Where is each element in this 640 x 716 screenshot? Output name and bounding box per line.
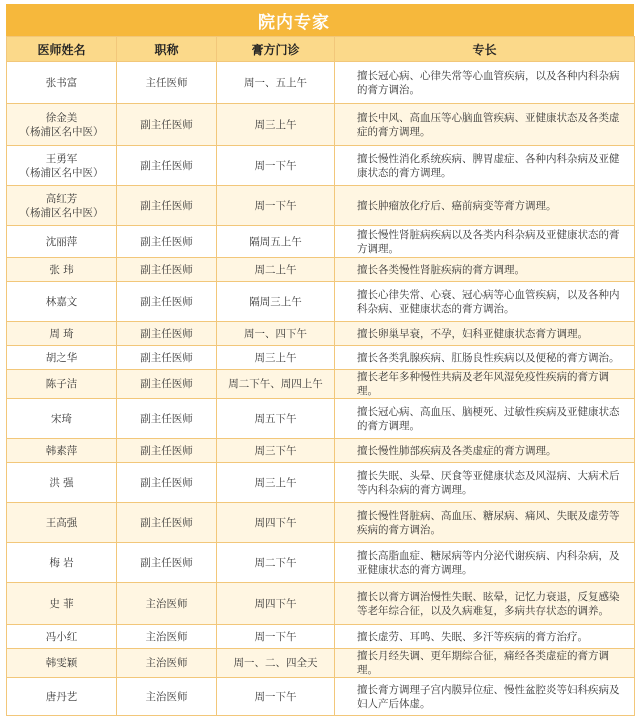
clinic-time: 隔周五上午 (217, 226, 335, 258)
table-row (7, 463, 635, 503)
table-row (7, 625, 635, 649)
doctor-name: 周 琦 (7, 322, 117, 346)
clinic-time: 隔周三上午 (217, 282, 335, 322)
doctor-name: 张书富 (7, 62, 117, 104)
doctor-specialty: 擅长冠心病、心律失常等心血管疾病，以及各种内科杂病的膏方调治。 (335, 62, 635, 104)
doctor-title: 副主任医师 (117, 503, 217, 543)
clinic-time: 周三上午 (217, 463, 335, 503)
doctor-name: 韩素萍 (7, 439, 117, 463)
doctor-title: 副主任医师 (117, 463, 217, 503)
doctor-name: 张 玮 (7, 258, 117, 282)
doctor-name: 梅 岩 (7, 543, 117, 583)
doctor-name: 王勇军 （杨浦区名中医） (7, 146, 117, 186)
clinic-time: 周一、四下午 (217, 322, 335, 346)
clinic-time: 周三上午 (217, 346, 335, 370)
doctor-name: 韩雯颖 (7, 649, 117, 678)
clinic-time: 周三上午 (217, 104, 335, 146)
doctor-name: 陈子洁 (7, 370, 117, 399)
doctor-name: 冯小红 (7, 625, 117, 649)
table-row (7, 370, 635, 399)
table-row (7, 678, 635, 716)
doctor-name: 史 菲 (7, 583, 117, 625)
doctor-name: 林嘉文 (7, 282, 117, 322)
table-row (7, 346, 635, 370)
doctor-specialty: 擅长虚劳、耳鸣、失眠、多汗等疾病的膏方治疗。 (335, 625, 635, 649)
doctor-title: 副主任医师 (117, 399, 217, 439)
doctor-name: 宋琦 (7, 399, 117, 439)
clinic-time: 周三下午 (217, 439, 335, 463)
table-row (7, 146, 635, 186)
clinic-time: 周二上午 (217, 258, 335, 282)
doctor-title: 副主任医师 (117, 370, 217, 399)
doctor-specialty: 擅长肿瘤放化疗后、癌前病变等膏方调理。 (335, 186, 635, 226)
doctor-name: 沈丽萍 (7, 226, 117, 258)
clinic-time: 周二下午、周四上午 (217, 370, 335, 399)
clinic-time: 周一、二、四全天 (217, 649, 335, 678)
doctor-title: 副主任医师 (117, 543, 217, 583)
doctor-name: 徐金美 （杨浦区名中医） (7, 104, 117, 146)
doctor-specialty: 擅长月经失调、更年期综合征，痛经各类虚症的膏方调理。 (335, 649, 635, 678)
clinic-time: 周二下午 (217, 543, 335, 583)
header-name: 医师姓名 (7, 37, 117, 62)
table-row (7, 503, 635, 543)
doctor-title: 副主任医师 (117, 346, 217, 370)
doctor-specialty: 擅长卵巢早衰，不孕，妇科亚健康状态膏方调理。 (335, 322, 635, 346)
doctor-specialty: 擅长慢性肾脏病疾病以及各类内科杂病及亚健康状态的膏方调理。 (335, 226, 635, 258)
doctor-name: 高红芳 （杨浦区名中医） (7, 186, 117, 226)
clinic-time: 周一下午 (217, 146, 335, 186)
table-row (7, 258, 635, 282)
doctor-specialty: 擅长各类慢性肾脏疾病的膏方调理。 (335, 258, 635, 282)
doctor-name: 洪 强 (7, 463, 117, 503)
doctor-name: 唐丹艺 (7, 678, 117, 716)
doctor-title: 主治医师 (117, 625, 217, 649)
table-row (7, 104, 635, 146)
doctor-title: 副主任医师 (117, 258, 217, 282)
table-row (7, 186, 635, 226)
doctor-specialty: 擅长慢性肺部疾病及各类虚症的膏方调理。 (335, 439, 635, 463)
table-row (7, 226, 635, 258)
table-row (7, 322, 635, 346)
expert-table (6, 36, 635, 716)
doctor-name: 王高强 (7, 503, 117, 543)
doctor-specialty: 擅长冠心病、高血压、脑梗死、过敏性疾病及亚健康状态的膏方调理。 (335, 399, 635, 439)
clinic-time: 周一下午 (217, 186, 335, 226)
clinic-time: 周一下午 (217, 625, 335, 649)
table-row (7, 399, 635, 439)
doctor-specialty: 擅长中风、高血压等心脑血管疾病、亚健康状态及各类虚症的膏方调理。 (335, 104, 635, 146)
table-header (7, 37, 635, 62)
table-row (7, 282, 635, 322)
clinic-time: 周四下午 (217, 503, 335, 543)
clinic-time: 周四下午 (217, 583, 335, 625)
doctor-title: 副主任医师 (117, 322, 217, 346)
doctor-title: 副主任医师 (117, 282, 217, 322)
doctor-title: 副主任医师 (117, 146, 217, 186)
doctor-title: 副主任医师 (117, 186, 217, 226)
doctor-title: 副主任医师 (117, 439, 217, 463)
table-row (7, 649, 635, 678)
doctor-specialty: 擅长老年多种慢性共病及老年风湿免疫性疾病的膏方调理。 (335, 370, 635, 399)
table-row (7, 439, 635, 463)
doctor-title: 主治医师 (117, 678, 217, 716)
doctor-specialty: 擅长失眠、头晕、厌食等亚健康状态及风湿病、大病术后等内科杂病的膏方调理。 (335, 463, 635, 503)
doctor-specialty: 擅长各类乳腺疾病、肛肠良性疾病以及便秘的膏方调治。 (335, 346, 635, 370)
page-title: 院内专家 (6, 4, 634, 36)
doctor-title: 主治医师 (117, 649, 217, 678)
doctor-title: 副主任医师 (117, 226, 217, 258)
clinic-time: 周一、五上午 (217, 62, 335, 104)
header-specialty: 专长 (335, 37, 635, 62)
doctor-specialty: 擅长以膏方调治慢性失眠、眩晕，记忆力衰退，反复感染等老年综合征，以及久病难复，多病共存状态的调养。 (335, 583, 635, 625)
doctor-specialty: 擅长心律失常、心衰、冠心病等心血管疾病，以及各种内科杂病、亚健康状态的膏方调治。 (335, 282, 635, 322)
table-row (7, 62, 635, 104)
table-row (7, 583, 635, 625)
header-clinic: 膏方门诊 (217, 37, 335, 62)
doctor-title: 副主任医师 (117, 104, 217, 146)
clinic-time: 周五下午 (217, 399, 335, 439)
header-title: 职称 (117, 37, 217, 62)
doctor-specialty: 擅长慢性消化系统疾病、脾胃虚症、各种内科杂病及亚健康状态的膏方调理。 (335, 146, 635, 186)
clinic-time: 周一下午 (217, 678, 335, 716)
doctor-name: 胡之华 (7, 346, 117, 370)
doctor-specialty: 擅长慢性肾脏病、高血压、糖尿病、痛风、失眠及虚劳等疾病的膏方调治。 (335, 503, 635, 543)
doctor-specialty: 擅长膏方调理子宫内膜异位症、慢性盆腔炎等妇科疾病及妇人产后体虚。 (335, 678, 635, 716)
doctor-title: 主治医师 (117, 583, 217, 625)
doctor-specialty: 擅长高脂血症、糖尿病等内分泌代谢疾病、内科杂病，及亚健康状态的膏方调理。 (335, 543, 635, 583)
doctor-title: 主任医师 (117, 62, 217, 104)
table-row (7, 543, 635, 583)
